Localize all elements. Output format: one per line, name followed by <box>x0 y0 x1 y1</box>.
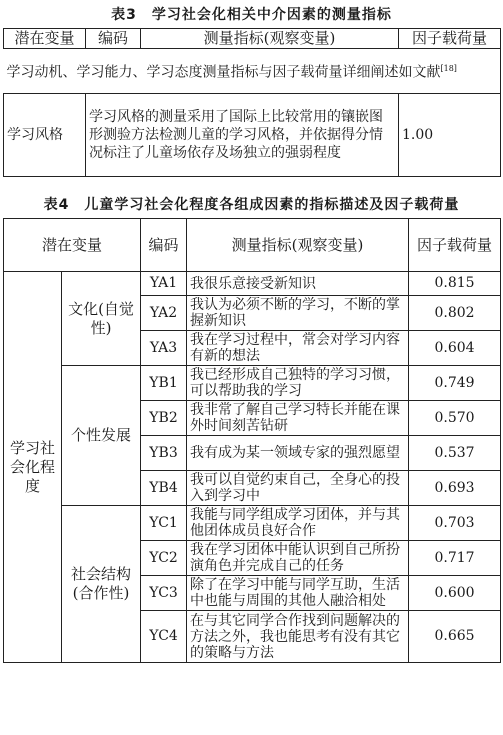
table4-header-loading: 因子载荷量 <box>409 219 501 272</box>
table4-row-code: YB2 <box>141 401 187 436</box>
table3-header-loading: 因子载荷量 <box>399 29 501 49</box>
table4-row-loading: 0.665 <box>409 611 501 663</box>
table4-row-indicator: 我在学习团体中能认识到自己所扮演角色并完成自己的任务 <box>187 541 409 576</box>
table4-row-loading: 0.815 <box>409 272 501 296</box>
table4-row-loading: 0.703 <box>409 506 501 541</box>
table4-row-code: YB3 <box>141 436 187 471</box>
table3-caption: 表3 学习社会化相关中介因素的测量指标 <box>111 7 392 23</box>
table4-row-loading: 0.749 <box>409 366 501 401</box>
table3-row <box>4 94 501 177</box>
table4-latent-variable: 学习社会化程度 <box>4 272 62 663</box>
table4-row-indicator: 我认为必须不断的学习，不断的掌握新知识 <box>187 296 409 331</box>
table4-row-indicator: 我已经形成自己独特的学习习惯，可以帮助我的学习 <box>187 366 409 401</box>
table4-row-indicator: 我有成为某一领域专家的强烈愿望 <box>187 436 409 471</box>
table4-row-code: YA1 <box>141 272 187 296</box>
table3-row-loading: 1.00 <box>399 94 501 177</box>
table4-header-code: 编码 <box>141 219 187 272</box>
table4-row-code: YA2 <box>141 296 187 331</box>
table3-note-text: 学习动机、学习能力、学习态度测量指标与因子载荷量详细阐述如文献 <box>6 64 441 81</box>
table4-row-loading: 0.537 <box>409 436 501 471</box>
table3 <box>3 28 501 177</box>
table4-header-row <box>4 219 501 272</box>
table4-row-code: YC4 <box>141 611 187 663</box>
table4-row-loading: 0.570 <box>409 401 501 436</box>
table3-header-row <box>4 29 501 49</box>
table4-row-indicator: 我非常了解自己学习特长并能在课外时间刻苦钻研 <box>187 401 409 436</box>
table4-group-name: 文化(自觉性) <box>62 272 141 366</box>
table4-row-indicator: 我很乐意接受新知识 <box>187 272 409 296</box>
table4-row-loading: 0.693 <box>409 471 501 506</box>
table4-row-loading: 0.604 <box>409 331 501 366</box>
table4-row-loading: 0.717 <box>409 541 501 576</box>
table4-header-variable: 潜在变量 <box>4 219 141 272</box>
table4-row-indicator: 我可以自觉约束自己，全身心的投入到学习中 <box>187 471 409 506</box>
table3-row-variable: 学习风格 <box>4 94 86 177</box>
table3-header-code: 编码 <box>86 29 141 49</box>
table4-row-indicator: 我在学习过程中，常会对学习内容有新的想法 <box>187 331 409 366</box>
table4-row-indicator: 除了在学习中能与同学互助，生活中也能与周围的其他人融洽相处 <box>187 576 409 611</box>
table4-row-loading: 0.802 <box>409 296 501 331</box>
table4-row-code: YB1 <box>141 366 187 401</box>
table4-caption: 表4 儿童学习社会化程度各组成因素的指标描述及因子载荷量 <box>43 197 460 213</box>
table4-row <box>4 366 501 401</box>
table4-row-loading: 0.600 <box>409 576 501 611</box>
table4-row <box>4 506 501 541</box>
table3-row-description: 学习风格的测量采用了国际上比较常用的镶嵌图形测验方法检测儿童的学习风格，并依据得分情况标注了儿童场依存及场独立的强弱程度 <box>86 94 399 177</box>
table4-row-code: YC1 <box>141 506 187 541</box>
table3-header-variable: 潜在变量 <box>4 29 86 49</box>
table4-row-code: YC3 <box>141 576 187 611</box>
table4-row-code: YA3 <box>141 331 187 366</box>
table4-row-code: YB4 <box>141 471 187 506</box>
table3-note-row <box>4 49 501 94</box>
table3-note-ref: [18] <box>440 64 457 74</box>
table4-row-code: YC2 <box>141 541 187 576</box>
table3-note <box>4 49 501 94</box>
table4-row-indicator: 在与其它同学合作找到问题解决的方法之外，我也能思考有没有其它的策略与方法 <box>187 611 409 663</box>
table4-row <box>4 272 501 296</box>
table4 <box>3 218 501 663</box>
table4-group-name: 社会结构(合作性) <box>62 506 141 663</box>
table4-header-indicator: 测量指标(观察变量) <box>187 219 409 272</box>
table3-header-indicator: 测量指标(观察变量) <box>141 29 399 49</box>
table4-row-indicator: 我能与同学组成学习团体，并与其他团体成员良好合作 <box>187 506 409 541</box>
table4-group-name: 个性发展 <box>62 366 141 506</box>
